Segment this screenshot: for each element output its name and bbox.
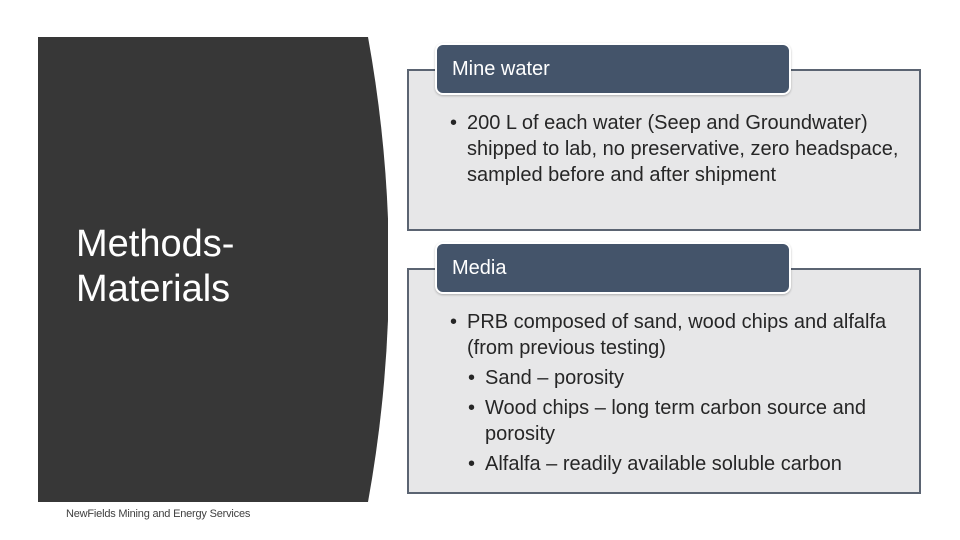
media-bullet-list: [450, 309, 907, 477]
mine-water-header: [435, 43, 791, 95]
slide-title: Methods- Materials: [76, 223, 235, 310]
sub-bullet-text: Alfalfa – readily available soluble carbon: [485, 453, 842, 475]
list-item: [450, 309, 907, 361]
media-header: [435, 242, 791, 294]
bullet-icon: •: [450, 112, 458, 134]
sub-bullet-text: Wood chips – long term carbon source and porosity: [485, 397, 866, 445]
list-item: [450, 110, 907, 188]
sub-list-item: [468, 451, 907, 477]
mine-water-bullet-list: [450, 110, 907, 188]
bullet-text: PRB composed of sand, wood chips and alfalfa (from previous testing): [467, 311, 887, 359]
bullet-icon: •: [450, 311, 458, 333]
bullet-icon: •: [468, 397, 476, 419]
mine-water-header-label: Mine water: [452, 57, 550, 80]
sub-bullet-text: Sand – porosity: [485, 367, 624, 389]
footer-text: NewFields Mining and Energy Services: [66, 508, 251, 520]
media-header-label: Media: [452, 256, 507, 279]
sub-list-item: [468, 365, 907, 391]
bullet-text: 200 L of each water (Seep and Groundwater) shipped to lab, no preservative, zero headspace, sampled before and after shipment: [467, 112, 899, 186]
bullet-icon: •: [468, 453, 476, 475]
sub-list-item: [468, 395, 907, 447]
bullet-icon: •: [468, 367, 476, 389]
